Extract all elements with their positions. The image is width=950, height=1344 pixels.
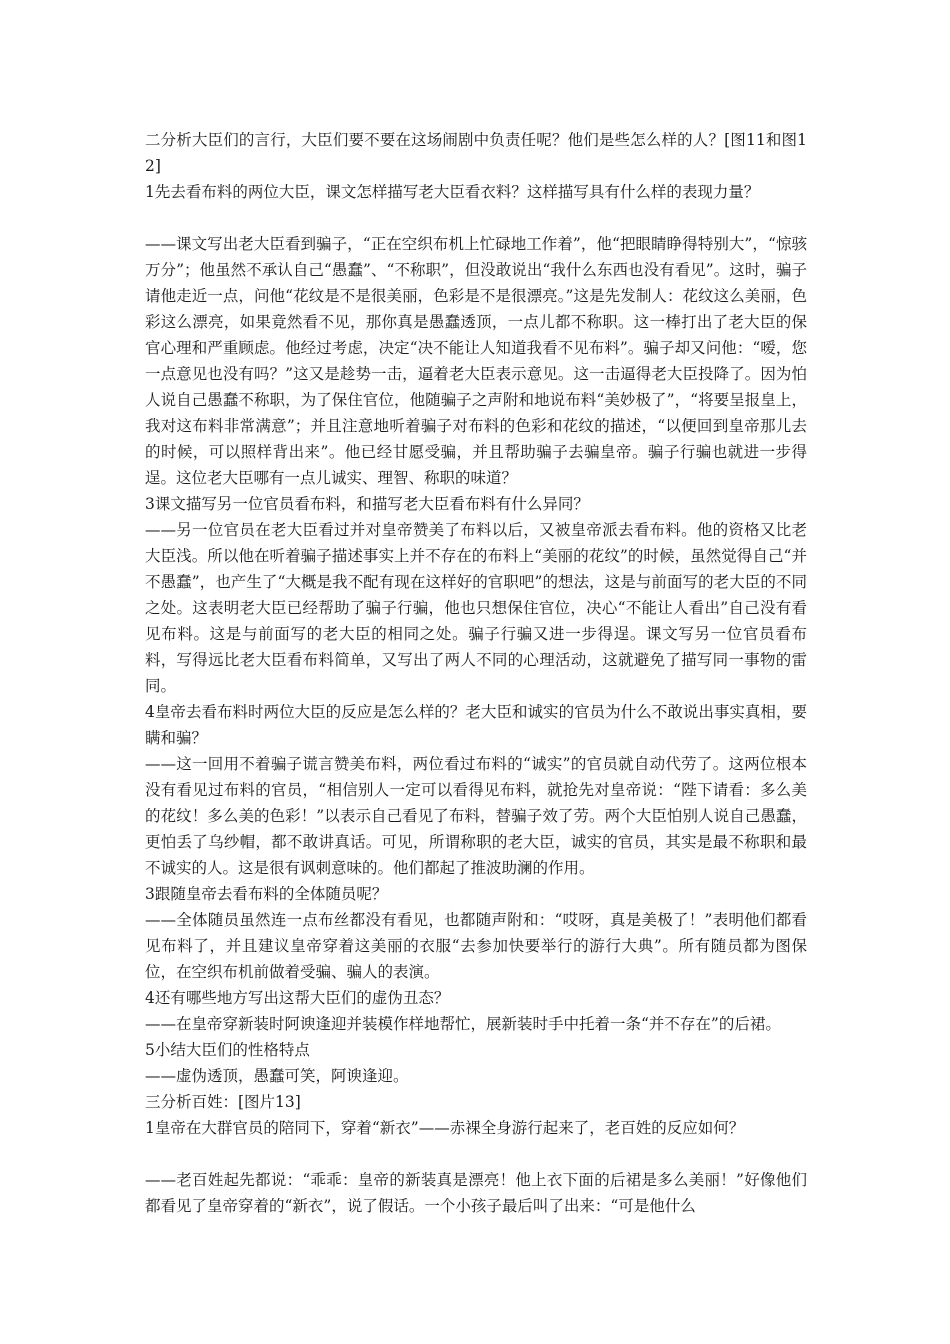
answer-hypocrisy: ——在皇帝穿新装时阿谀逢迎并装模作样地帮忙，展新装时手中托着一条“并不存在”的后裙。 — [145, 1015, 781, 1033]
section-heading-ministers: 二分析大臣们的言行，大臣们要不要在这场闹剧中负责任呢？他们是些怎么样的人？[图11和图12] — [145, 131, 807, 175]
answer-other-official: ——另一位官员在老大臣看过并对皇帝赞美了布料以后，又被皇帝派去看布料。他的资格又比老大臣浅。所以他在听着骗子描述事实上并不存在的布料上“美丽的花纹”的时候，虽然觉得自己“并不愚蠢”，也产生了“大概是我不配有现在这样好的官职吧”的想法，这是与前面写的老大臣的不同之处。这表明老大臣已经帮助了骗子行骗，他也只想保住官位，决心“不能让人看出”自己没有看见布料。这是与前面写的老大臣的相同之处。骗子行骗又进一步得逞。课文写另一位官员看布料，写得远比老大臣看布料简单，又写出了两人不同的心理活动，这就避免了描写同一事物的雷同。 — [145, 521, 807, 695]
summary-answer: ——虚伪透顶，愚蠢可笑，阿谀逢迎。 — [145, 1067, 409, 1085]
answer-people: ——老百姓起先都说：“乖乖：皇帝的新装真是漂亮！他上衣下面的后裙是多么美丽！”好像他们都看见了皇帝穿着的“新衣”，说了假话。一个小孩子最后叫了出来：“可是他什么 — [145, 1171, 807, 1215]
document-body — [145, 127, 807, 1219]
question-old-minister: 1先去看布料的两位大臣，课文怎样描写老大臣看衣料？这样描写具有什么样的表现力量？ — [145, 183, 760, 201]
question-emperor-visit: 4皇帝去看布料时两位大臣的反应是怎么样的？老大臣和诚实的官员为什么不敢说出事实真相，要瞒和骗？ — [145, 703, 807, 747]
question-hypocrisy: 4还有哪些地方写出这帮大臣们的虚伪丑态？ — [145, 989, 450, 1007]
question-people: 1皇帝在大群官员的陪同下，穿着“新衣”——赤裸全身游行起来了，老百姓的反应如何？ — [145, 1119, 745, 1137]
answer-retinue: ——全体随员虽然连一点布丝都没有看见，也都随声附和：“哎呀，真是美极了！”表明他们都看见布料了，并且建议皇帝穿着这美丽的衣服“去参加快要举行的游行大典”。所有随员都为图保位，在空织布机前做着受骗、骗人的表演。 — [145, 911, 807, 981]
question-other-official: 3课文描写另一位官员看布料，和描写老大臣看布料有什么异同？ — [145, 495, 589, 513]
question-retinue: 3跟随皇帝去看布料的全体随员呢？ — [145, 885, 388, 903]
section-heading-people: 三分析百姓：[图片13] — [145, 1093, 301, 1111]
answer-emperor-visit: ——这一回用不着骗子谎言赞美布料，两位看过布料的“诚实”的官员就自动代劳了。这两位根本没有看见过布料的官员，“相信别人一定可以看得见布料，就抢先对皇帝说：“陛下请看：多么美的花纹！多么美的色彩！”以表示自己看见了布料，替骗子效了劳。两个大臣怕别人说自己愚蠢，更怕丢了乌纱帽，都不敢讲真话。可见，所谓称职的老大臣，诚实的官员，其实是最不称职和最不诚实的人。这是很有讽刺意味的。他们都起了推波助澜的作用。 — [145, 755, 807, 877]
answer-old-minister: ——课文写出老大臣看到骗子，“正在空织布机上忙碌地工作着”，他“把眼睛睁得特别大”，“惊骇万分”；他虽然不承认自己“愚蠢”、“不称职”，但没敢说出“我什么东西也没有看见”。这时，骗子请他走近一点，问他“花纹是不是很美丽，色彩是不是很漂亮。”这是先发制人：花纹这么美丽，色彩这么漂亮，如果竟然看不见，那你真是愚蠢透顶，一点儿都不称职。这一棒打出了老大臣的保官心理和严重顾虑。他经过考虑，决定“决不能让人知道我看不见布料”。骗子却又问他：“嗳，您一点意见也没有吗？”这又是趁势一击，逼着老大臣表示意见。这一击逼得老大臣投降了。因为怕人说自己愚蠢不称职，为了保住官位，他随骗子之声附和地说布料“美妙极了”，“将要呈报皇上，我对这布料非常满意”；并且注意地听着骗子对布料的色彩和花纹的描述，“以便回到皇帝那儿去的时候，可以照样背出来”。他已经甘愿受骗，并且帮助骗子去骗皇帝。骗子行骗也就进一步得逞。这位老大臣哪有一点儿诚实、理智、称职的味道？ — [145, 235, 807, 487]
summary-heading: 5小结大臣们的性格特点 — [145, 1041, 310, 1059]
